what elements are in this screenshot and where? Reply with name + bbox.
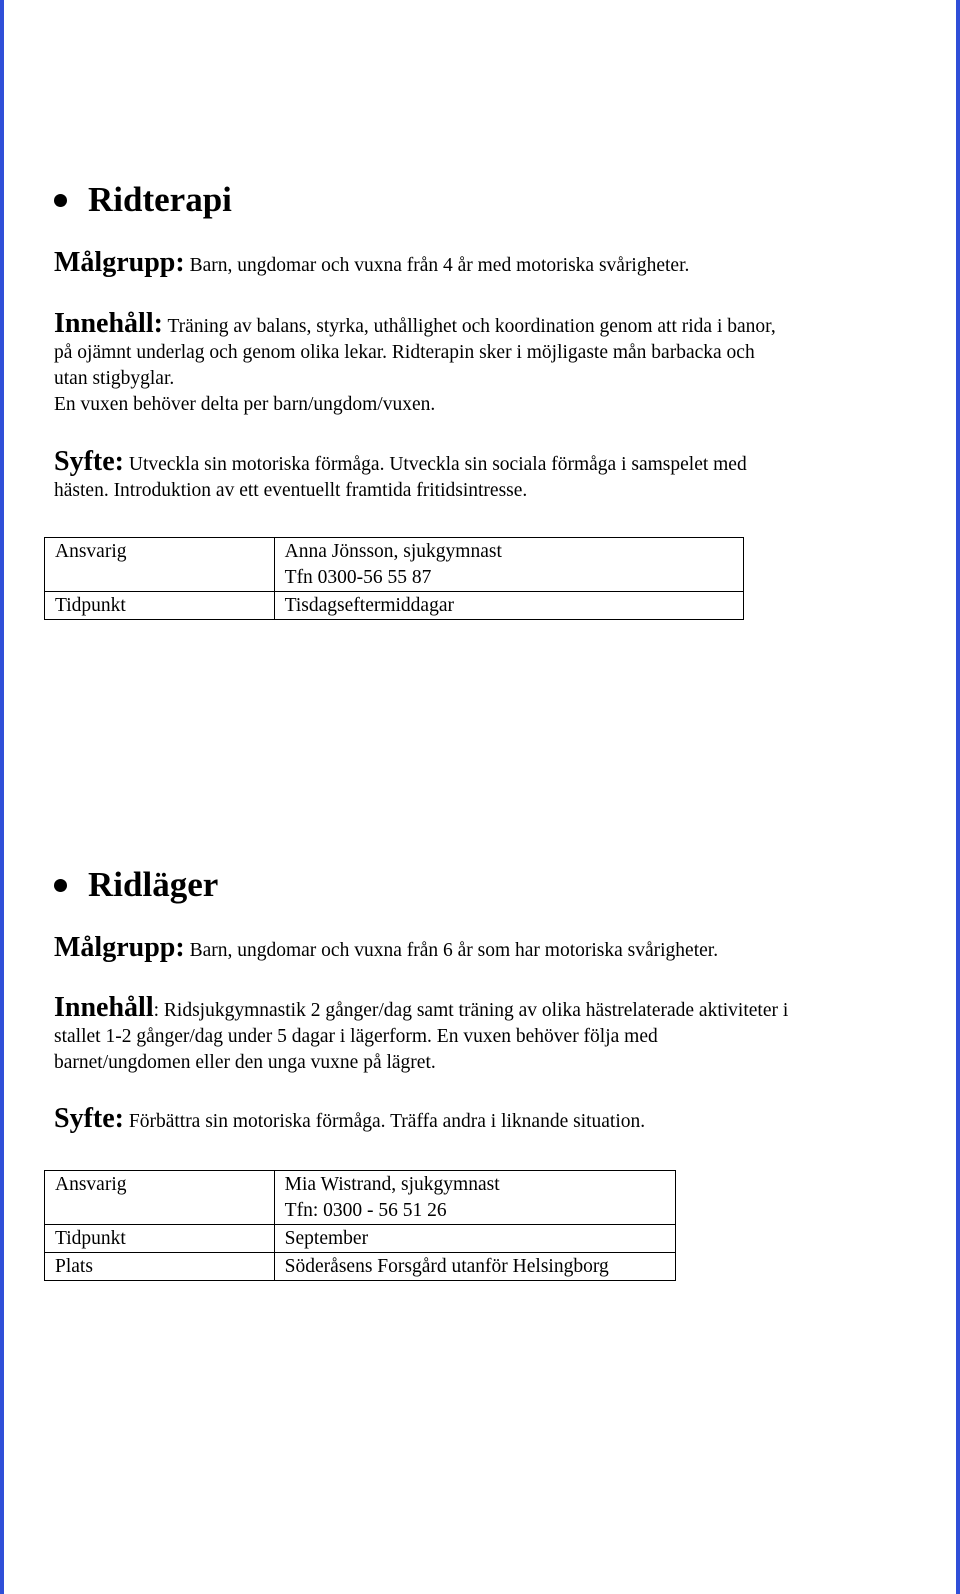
section-title-text: Ridterapi	[88, 180, 232, 219]
section-title	[88, 180, 232, 220]
innehall-line: på ojämnt underlag och genom olika lekar. Ridterapin sker i möjligaste mån barbacka och	[54, 342, 755, 363]
table-value-cell	[274, 1225, 675, 1253]
table-value-cell	[274, 592, 743, 620]
table-value-line: Tfn 0300-56 55 87	[284, 567, 432, 588]
table-key-cell: Ansvarig	[45, 1171, 275, 1225]
table-key-cell: Plats	[45, 1253, 275, 1281]
table-row	[45, 1171, 676, 1225]
info-table	[44, 537, 744, 620]
innehall-line: stallet 1-2 gånger/dag under 5 dagar i lägerform. En vuxen behöver följa med	[54, 1026, 658, 1047]
table-row	[45, 592, 744, 620]
table-key-cell: Tidpunkt	[45, 1225, 275, 1253]
table-row	[45, 538, 744, 592]
syfte-line: Utveckla sin motoriska förmåga. Utveckla sin sociala förmåga i samspelet med	[123, 454, 747, 475]
section-title	[88, 865, 218, 905]
innehall-line: En vuxen behöver delta per barn/ungdom/vuxen.	[54, 394, 436, 415]
table-value-cell	[274, 1253, 675, 1281]
malgrupp-paragraph	[54, 932, 719, 964]
table-key-cell: Ansvarig	[45, 538, 275, 592]
info-table	[44, 1170, 676, 1281]
table-value-cell	[274, 1171, 675, 1225]
table-value-line: Tisdagseftermiddagar	[284, 595, 454, 616]
innehall-label: Innehåll	[54, 992, 154, 1023]
table-value-line: Söderåsens Forsgård utanför Helsingborg	[284, 1256, 609, 1277]
syfte-label: Syfte:	[54, 1103, 124, 1134]
innehall-paragraph	[54, 992, 789, 1076]
innehall-line: Träning av balans, styrka, uthållighet och koordination genom att rida i banor,	[162, 316, 776, 337]
syfte-line: hästen. Introduktion av ett eventuellt framtida fritidsintresse.	[54, 480, 528, 501]
syfte-paragraph	[54, 1103, 646, 1135]
table-key-cell: Tidpunkt	[45, 592, 275, 620]
table-row	[45, 1225, 676, 1253]
table-value-line: September	[284, 1228, 369, 1249]
malgrupp-text: Barn, ungdomar och vuxna från 4 år med motoriska svårigheter.	[184, 255, 690, 276]
table-row	[45, 1253, 676, 1281]
malgrupp-text: Barn, ungdomar och vuxna från 6 år som har motoriska svårigheter.	[184, 940, 719, 961]
table-value-line: Mia Wistrand, sjukgymnast	[284, 1174, 500, 1195]
syfte-label: Syfte:	[54, 446, 124, 477]
syfte-line: Förbättra sin motoriska förmåga. Träffa andra i liknande situation.	[123, 1111, 646, 1132]
bullet-icon	[54, 194, 67, 207]
innehall-line: barnet/ungdomen eller den unga vuxne på lägret.	[54, 1052, 436, 1073]
table-value-cell	[274, 538, 743, 592]
innehall-paragraph	[54, 308, 776, 418]
innehall-line: : Ridsjukgymnastik 2 gånger/dag samt träning av olika hästrelaterade aktiviteter i	[153, 1000, 789, 1021]
bullet-icon	[54, 879, 67, 892]
malgrupp-paragraph	[54, 247, 690, 279]
malgrupp-label: Målgrupp:	[54, 932, 185, 963]
table-value-line: Anna Jönsson, sjukgymnast	[284, 541, 502, 562]
malgrupp-label: Målgrupp:	[54, 247, 185, 278]
table-value-line: Tfn: 0300 - 56 51 26	[284, 1200, 447, 1221]
section-title-text: Ridläger	[88, 865, 219, 904]
syfte-paragraph	[54, 446, 747, 504]
innehall-label: Innehåll:	[54, 308, 163, 339]
innehall-line: utan stigbyglar.	[54, 368, 175, 389]
